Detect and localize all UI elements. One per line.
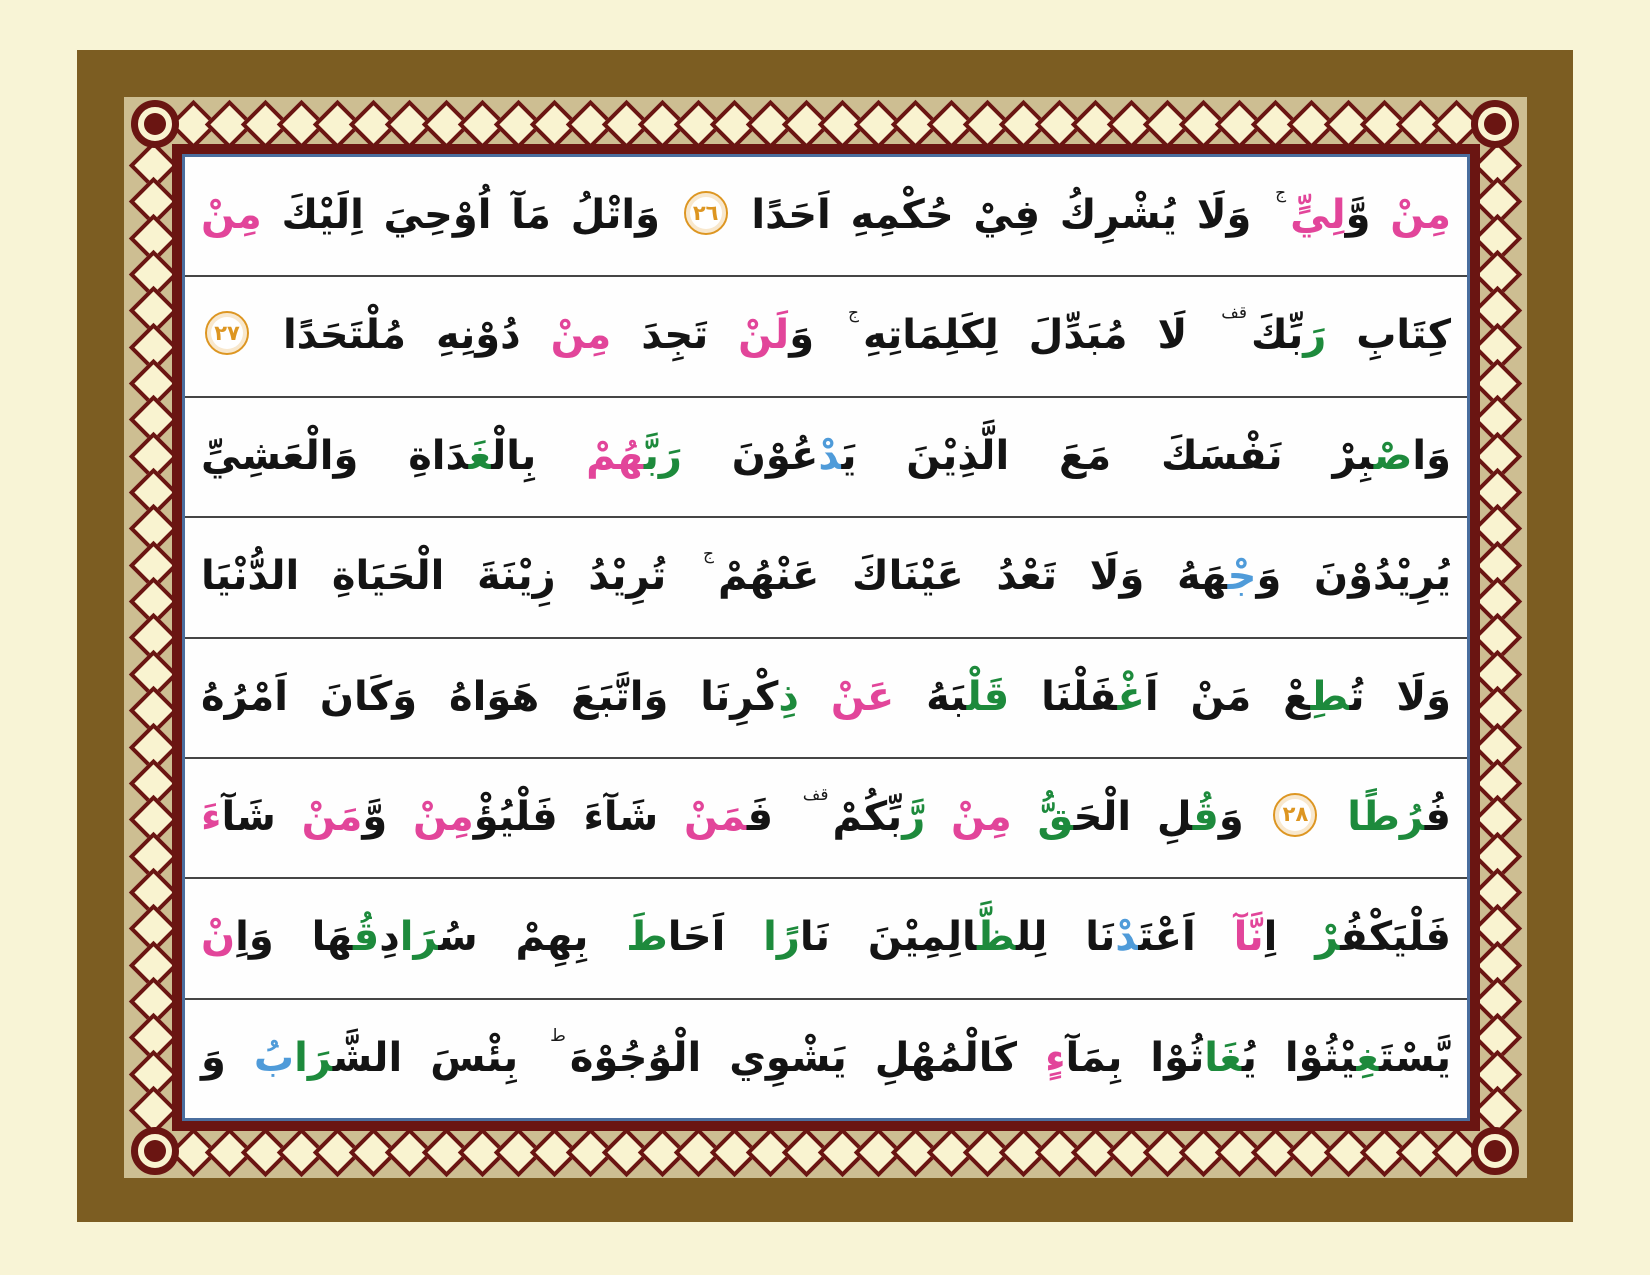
text-segment: فَلْيَكْفُ (1340, 914, 1451, 961)
text-segment: قُ (1192, 793, 1219, 840)
verse-number-medallion: ٢٦ (684, 191, 728, 235)
text-segment: دْ (1115, 914, 1139, 961)
text-segment: ءَ (201, 793, 222, 840)
text-segment: مَنْ (301, 793, 363, 840)
stop-mark: ج (848, 303, 859, 324)
diamond-chain-bottom (176, 1129, 1474, 1175)
text-segment: وَّ (1345, 192, 1391, 238)
stop-mark: ج (1275, 183, 1287, 203)
text-segment: ظَّ (977, 914, 1016, 961)
verse-number-medallion: ٢٧ (205, 311, 249, 355)
text-segment: بِئْسَ الشَّ (332, 1034, 547, 1081)
text-segment: طَ (626, 914, 668, 961)
corner-medallion-top-left (131, 100, 179, 148)
text-segment: دُوْنِهِ مُلْتَحَدًا (253, 312, 551, 359)
corner-dot (1484, 113, 1506, 135)
text-segment: عَنْ (830, 673, 895, 720)
text-segment: فَ (746, 793, 799, 840)
stop-mark: ج (702, 544, 714, 565)
text-segment: قَلْ (966, 673, 1010, 720)
corner-medallion-bottom-right (1471, 1127, 1519, 1175)
text-segment: رَبَّ (643, 432, 682, 479)
text-segment: جْ (1227, 553, 1257, 600)
text-segment: غَ (468, 432, 492, 479)
text-segment: ءٍ (1045, 1034, 1066, 1081)
text-segment: وَا (1412, 432, 1451, 479)
text-segment: رَّ (902, 793, 926, 840)
text-segment (1012, 794, 1038, 840)
quran-text-line (185, 759, 1467, 879)
text-segment: بِرْ نَفْسَكَ مَعَ الَّذِيْنَ يَ (841, 432, 1374, 479)
text-segment: تُرِيْدُ زِيْنَةَ الْحَيَاةِ الدُّنْيَا (201, 553, 699, 600)
text-segment: لَا مُبَدِّلَ لِكَلِمَاتِهِ (862, 312, 1218, 359)
text-segment: رَا (399, 914, 439, 961)
text-segment: طِ (1310, 673, 1350, 720)
text-segment (1321, 794, 1347, 840)
text-segment: رْ (1315, 914, 1341, 961)
text-panel-frame (172, 144, 1480, 1131)
text-segment: كَالْمُهْلِ يَشْوِي الْوُجُوْهَ (569, 1034, 1046, 1081)
text-segment: اَحَا (667, 914, 764, 961)
text-segment: لِ الْحَ (1073, 793, 1193, 840)
text-segment: لِيٍّ (1290, 192, 1346, 238)
text-segment: هَهُ وَلَا تَعْدُ عَيْنَاكَ عَنْهُمْ (717, 553, 1228, 600)
stop-mark: قف (1221, 303, 1247, 324)
text-segment: يَّسْتَ (1378, 1034, 1451, 1081)
text-segment: مِنْ (950, 793, 1012, 840)
quran-text-line (185, 639, 1467, 759)
text-segment (799, 674, 831, 720)
text-segment: مِنْ (412, 793, 474, 840)
text-segment: مِنْ (201, 192, 262, 238)
quran-text-line (185, 1000, 1467, 1118)
text-segment: بُ (253, 1034, 295, 1081)
text-segment: اِ (1263, 914, 1316, 961)
text-segment: هُمْ (586, 432, 644, 479)
text-segment: نَا لِل (1015, 914, 1116, 961)
quran-text-line (185, 398, 1467, 518)
text-segment: قُ (353, 914, 380, 961)
text-segment: مَنْ (684, 793, 747, 840)
text-segment: ذِ (778, 673, 799, 720)
text-segment: رَ (1303, 312, 1327, 359)
text-segment: شَآءَ فَلْيُؤْ (473, 793, 685, 840)
diamond-chain-left (130, 148, 176, 1128)
text-segment (925, 794, 951, 840)
text-segment: مِنْ (550, 312, 612, 359)
stop-mark: ط (550, 1025, 566, 1046)
text-segment: وَ (201, 1034, 254, 1081)
text-segment: قُّ (1037, 793, 1074, 840)
stop-mark: قف (802, 784, 829, 805)
text-segment: وَلَا تُ (1349, 673, 1451, 720)
text-segment: كْرِنَا وَاتَّبَعَ هَوَاهُ وَكَانَ اَمْرُهُ (201, 673, 779, 720)
text-segment: اَعْتَ (1138, 914, 1234, 961)
text-segment: وَاتْلُ مَآ اُوْحِيَ اِلَيْكَ (261, 192, 680, 238)
quran-text-area (185, 157, 1467, 1118)
text-segment: بِهِمْ سُ (438, 914, 627, 961)
corner-medallion-bottom-left (131, 1127, 179, 1175)
quran-text-line (185, 518, 1467, 638)
text-segment: رَا (294, 1034, 333, 1081)
text-segment: وَلَا يُشْرِكُ فِيْ حُكْمِهِ اَحَدًا (731, 192, 1272, 238)
verse-number-medallion: ٢٨ (1273, 793, 1317, 837)
text-segment: تَجِدَ (611, 312, 739, 359)
quran-text-line (185, 277, 1467, 397)
text-segment: يُرِيْدُوْنَ وَ (1256, 553, 1452, 600)
corner-dot (144, 113, 166, 135)
text-segment: كِتَابِ (1326, 312, 1451, 359)
text-segment: بِالْ (491, 432, 587, 479)
text-segment: دَاةِ وَالْعَشِيِّ (201, 432, 469, 479)
text-segment: بِّكُمْ (832, 793, 903, 840)
text-segment: وَ (1218, 793, 1270, 840)
text-segment: هَا وَاِ (235, 914, 354, 961)
text-segment: مِنْ (1390, 192, 1451, 238)
text-segment: رُطًا (1347, 793, 1425, 840)
text-segment: دِ (379, 914, 400, 961)
quran-text-line (185, 879, 1467, 999)
quran-text-line (185, 157, 1467, 277)
corner-dot (1484, 1140, 1506, 1162)
corner-medallion-top-right (1471, 100, 1519, 148)
text-segment: ثُوْا بِمَآ (1065, 1034, 1205, 1081)
text-segment: وَ (789, 312, 844, 359)
text-segment: وَّ (362, 793, 413, 840)
text-segment: غَا (1204, 1034, 1242, 1081)
text-segment: لَنْ (738, 312, 790, 359)
text-segment: نْ (201, 914, 236, 961)
diamond-chain-right (1474, 148, 1520, 1128)
text-segment: نَّآ (1233, 914, 1264, 961)
text-segment: فُ (1424, 793, 1451, 840)
text-segment: عُوْنَ (681, 432, 819, 479)
text-segment: بِّكَ (1250, 312, 1304, 359)
text-segment: غْ (1117, 673, 1145, 720)
diamond-chain-top (176, 101, 1474, 147)
text-segment: الِمِيْنَ نَا (799, 914, 978, 961)
text-segment: رًا (763, 914, 800, 961)
text-segment: بَهُ (894, 673, 967, 720)
text-segment: صْ (1373, 432, 1413, 479)
text-segment: شَآ (221, 793, 302, 840)
text-segment: فَلْنَا (1009, 673, 1118, 720)
text-segment: عْ مَنْ اَ (1144, 673, 1311, 720)
text-segment: دْ (818, 432, 842, 479)
corner-dot (144, 1140, 166, 1162)
text-segment: غِ (1356, 1034, 1379, 1081)
text-segment: يْثُوْا يُ (1241, 1034, 1357, 1081)
